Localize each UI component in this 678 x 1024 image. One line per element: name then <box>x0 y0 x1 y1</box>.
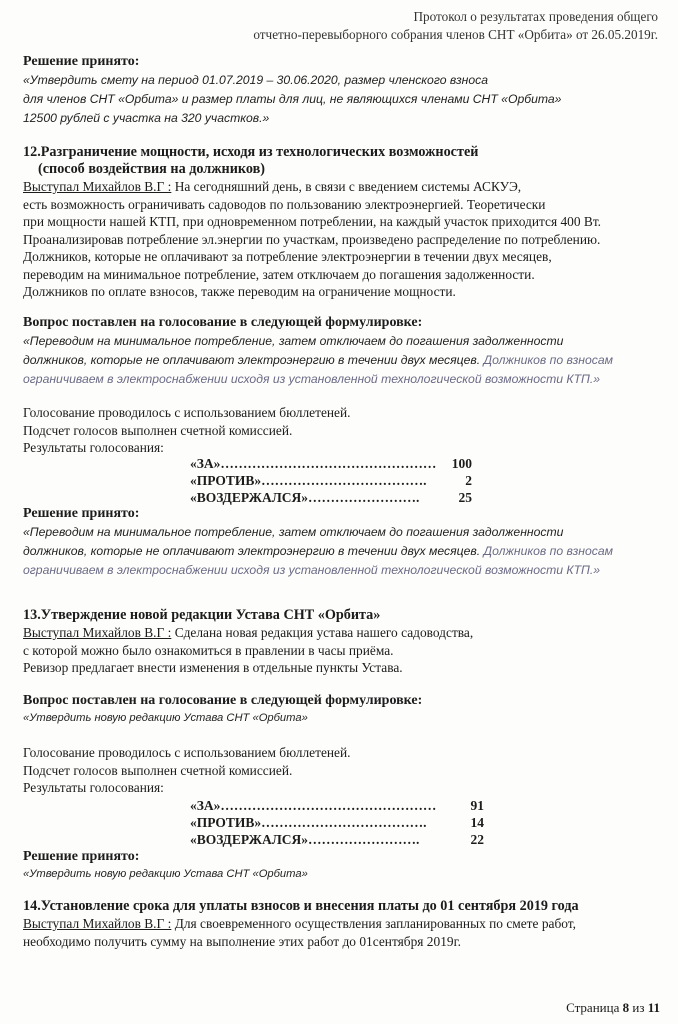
section-heading: 12.Разграничение мощности, исходя из технологических возможностей <box>23 144 479 160</box>
decision-13 <box>23 848 662 883</box>
decision-line: 12500 рублей с участка на 320 участков.» <box>23 111 270 125</box>
vote-title: Вопрос поставлен на голосование в следующей формулировке: <box>23 315 423 330</box>
speech-line: Должников по оплате взносов, также переводим на ограничение мощности. <box>23 284 456 299</box>
speech-line: Должников, которые не оплачивают за потребление электроэнергии в течении двух месяцев, <box>23 249 552 264</box>
decision-title: Решение принято: <box>23 54 140 69</box>
vote-formulation-13 <box>23 692 662 727</box>
procedure-line: Подсчет голосов выполнен счетной комиссией. <box>23 422 293 438</box>
speaker-name: Выступал Михайлов В.Г : <box>23 625 172 640</box>
speech-line-first <box>23 915 662 933</box>
vote-row-abstain: «ВОЗДЕРЖАЛСЯ»……………………. <box>190 490 420 505</box>
speech-line: с которой можно было ознакомиться в правлении в часы приёма. <box>23 642 394 658</box>
vote-value-for: 91 <box>470 798 484 813</box>
speech-line-first <box>23 178 662 196</box>
decision-line: «Переводим на минимальное потребление, затем отключаем до погашения задолженности <box>23 525 564 539</box>
vote-title: Вопрос поставлен на голосование в следующей формулировке: <box>23 693 423 708</box>
speech-text: Для своевременного осуществления запланированных по смете работ, <box>171 916 576 931</box>
proposal-part-gray: Должников по взносам <box>483 353 613 367</box>
vote-value-against: 2 <box>465 473 472 488</box>
proposal-line <box>23 351 662 370</box>
proposal-line: ограничиваем в электроснабжении исходя из установленной технологической возможности КТП.» <box>23 372 601 386</box>
vote-row-for: «ЗА»………………………………………… <box>190 798 437 813</box>
decision-part-gray: Должников по взносам <box>483 544 613 558</box>
procedure-line: Подсчет голосов выполнен счетной комиссией. <box>23 762 293 778</box>
vote-value-abstain: 25 <box>458 490 472 505</box>
speech-line-first <box>23 624 662 642</box>
decision-12 <box>23 505 662 580</box>
section-subheading: (способ воздействия на должников) <box>38 161 266 177</box>
section-12 <box>23 144 662 301</box>
vote-row-for: «ЗА»………………………………………… <box>190 456 437 471</box>
vote-value-for: 100 <box>451 456 472 471</box>
vote-value-abstain: 22 <box>470 832 484 847</box>
speaker-name: Выступал Михайлов В.Г : <box>23 179 172 194</box>
decision-title: Решение принято: <box>23 849 140 864</box>
section-14 <box>23 898 662 950</box>
vote-formulation-12 <box>23 314 662 389</box>
decision-line: «Утвердить смету на период 01.07.2019 – 30.06.2020, размер членского взноса <box>23 73 488 87</box>
speech-line: необходимо получить сумму на выполнение этих работ до 01сентября 2019г. <box>23 933 461 949</box>
decision-line: «Утвердить новую редакцию Устава СНТ «Орбита» <box>23 868 308 880</box>
speech-text: Сделана новая редакция устава нашего садоводства, <box>171 625 474 640</box>
vote-row-abstain: «ВОЗДЕРЖАЛСЯ»……………………. <box>190 832 420 847</box>
speech-line: Ревизор предлагает внести изменения в отдельные пункты Устава. <box>23 660 403 675</box>
vote-row-against: «ПРОТИВ»………………………………. <box>190 473 427 488</box>
procedure-line: Голосование проводилось с использованием бюллетеней. <box>23 745 351 760</box>
procedure-line: Результаты голосования: <box>23 440 164 455</box>
decision-line: должников, которые не оплачивают электроэнергию в течении двух месяцев. Должников по взносам <box>23 544 613 558</box>
vote-value-against: 14 <box>470 815 484 830</box>
page-header <box>253 8 658 44</box>
vote-row-against: «ПРОТИВ»………………………………. <box>190 815 427 830</box>
decision-line: для членов СНТ «Орбита» и размер платы для лиц, не являющихся членами СНТ «Орбита» <box>23 92 562 106</box>
header-line-2: отчетно-перевыборного собрания членов СНТ «Орбита» от 26.05.2019г. <box>253 27 658 42</box>
page-number: Страница 8 из 11 <box>566 1000 660 1015</box>
decision-11 <box>23 53 662 128</box>
current-page: 8 <box>622 1000 630 1015</box>
vote-results-13 <box>190 797 500 848</box>
speech-text: На сегодняшний день, в связи с введением системы АСКУЭ, <box>171 179 522 194</box>
decision-line: ограничиваем в электроснабжении исходя из установленной технологической возможности КТП.» <box>23 563 601 577</box>
header-line-1: Протокол о результатах проведения общего <box>413 9 658 24</box>
section-heading: 13.Утверждение новой редакции Устава СНТ «Орбита» <box>23 607 381 623</box>
procedure-line: Результаты голосования: <box>23 780 164 795</box>
total-pages: 11 <box>647 1000 660 1015</box>
voting-procedure-13 <box>23 744 662 797</box>
proposal-line: «Переводим на минимальное потребление, затем отключаем до погашения задолженности <box>23 334 564 348</box>
procedure-line: Голосование проводилось с использованием бюллетеней. <box>23 405 351 420</box>
section-13 <box>23 607 662 677</box>
speaker-name: Выступал Михайлов В.Г : <box>23 916 172 931</box>
speech-line: Проанализировав потребление эл.энергии по участкам, произведено распределение по потреблению. <box>23 231 601 247</box>
speech-line: при мощности нашей КТП, при одновременном потреблении, на каждый участок приходится 400 Вт. <box>23 214 602 229</box>
decision-title: Решение принято: <box>23 506 140 521</box>
section-heading: 14.Установление срока для уплаты взносов и внесения платы до 01 сентября 2019 года <box>23 898 579 914</box>
voting-procedure-12 <box>23 404 662 457</box>
proposal-line: «Утвердить новую редакцию Устава СНТ «Орбита» <box>23 712 308 724</box>
vote-results-12 <box>190 455 500 506</box>
speech-line: есть возможность ограничивать садоводов по пользованию электроэнергией. Теоретически <box>23 196 546 212</box>
proposal-part: должников, которые не оплачивают электроэнергию в течении двух месяцев. <box>23 353 484 367</box>
speech-line: переводим на минимальное потребление, затем отключаем до погашения задолженности. <box>23 266 535 282</box>
